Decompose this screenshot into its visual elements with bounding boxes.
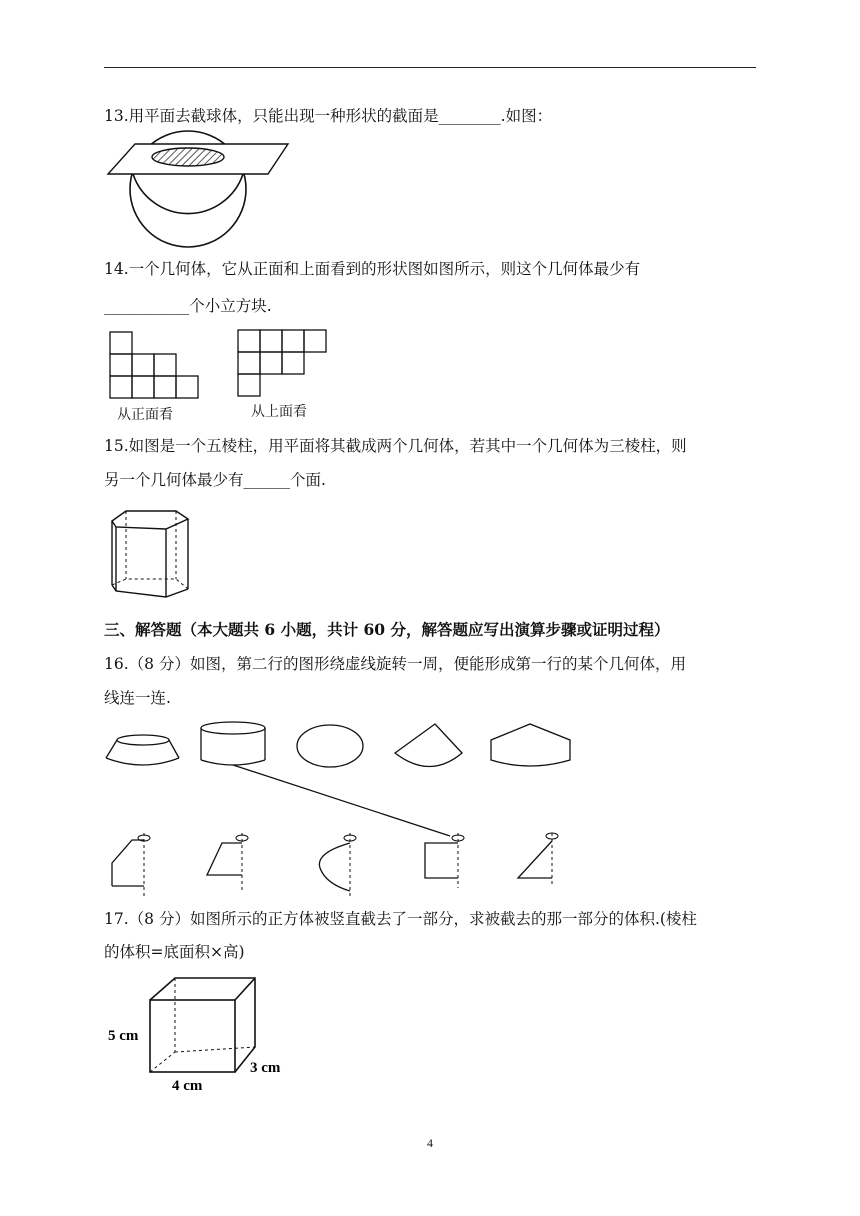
- question-15-line2: 另一个几何体最少有______个面.: [104, 471, 326, 489]
- top-view-caption: 从上面看: [251, 404, 307, 420]
- sphere-solid: [297, 725, 363, 767]
- triangle-shape: [518, 841, 552, 878]
- trapezoid-right-shape: [112, 840, 144, 886]
- height-label: 5 cm: [108, 1028, 139, 1044]
- match-line: [233, 765, 450, 836]
- pentagonal-prism-figure: [106, 505, 196, 605]
- header-rule: [104, 67, 756, 68]
- cylinder-solid: [201, 722, 265, 765]
- top-view-grid: [236, 328, 336, 398]
- question-14-line2: ___________个小立方块.: [104, 297, 272, 315]
- frustum-solid: [106, 735, 179, 765]
- question-17-line2: 的体积=底面积×高): [104, 943, 245, 961]
- trapezoid-shape: [207, 843, 242, 875]
- question-15-line1: 15.如图是一个五棱柱，用平面将其截成两个几何体，若其中一个几何体为三棱柱，则: [104, 437, 687, 455]
- cut-cube-figure: [100, 972, 300, 1097]
- front-view-caption: 从正面看: [117, 407, 173, 423]
- section-3-heading: 三、解答题（本大题共 6 小题，共计 60 分，解答题应写出演算步骤或证明过程）: [104, 620, 670, 639]
- question-16-line2: 线连一连.: [104, 689, 171, 707]
- page-number: 4: [427, 1136, 433, 1150]
- question-17-line1: 17.（8 分）如图所示的正方体被竖直截去了一部分，求被截去的那一部分的体积.(棱柱: [104, 910, 697, 928]
- question-13-text: 13.用平面去截球体，只能出现一种形状的截面是________.如图：: [104, 107, 553, 125]
- square-shape: [425, 843, 458, 878]
- sector-solid: [395, 724, 462, 767]
- sphere-section-figure: [100, 134, 300, 249]
- front-view-grid: [108, 330, 208, 400]
- question-14-line1: 14.一个几何体，它从正面和上面看到的形状图如图所示，则这个几何体最少有: [104, 260, 641, 278]
- cone-cylinder-solid: [491, 724, 570, 766]
- width-label: 4 cm: [172, 1078, 203, 1094]
- semicircle-shape: [319, 843, 350, 891]
- rotation-matching-figure: [100, 718, 590, 898]
- depth-label: 3 cm: [250, 1060, 281, 1076]
- section-ellipse: [152, 148, 224, 166]
- question-16-line1: 16.（8 分）如图，第二行的图形绕虚线旋转一周，便能形成第一行的某个几何体，用: [104, 655, 686, 673]
